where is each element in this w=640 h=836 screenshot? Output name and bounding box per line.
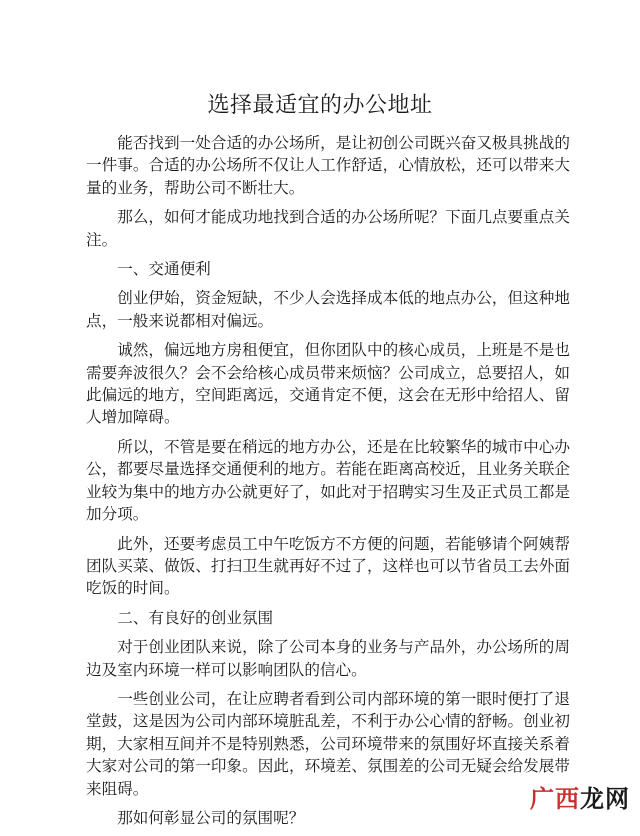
paragraph: 对于创业团队来说，除了公司本身的业务与产品外，办公场所的周边及室内环境一样可以影响团队的信心。	[86, 638, 570, 679]
paragraph: 能否找到一处合适的办公场所，是让初创公司既兴奋又极具挑战的一件事。合适的办公场所不仅让人工作舒适，心情放松，还可以带来大量的业务，帮助公司不断壮大。	[86, 134, 570, 197]
section-heading: 一、交通便利	[117, 260, 211, 279]
paragraph: 诚然，偏远地方房租便宜，但你团队中的核心成员，上班是不是也需要奔波很久？会不会给核心成员带来烦恼？公司成立，总要招人，如此偏远的地方，空间距离远，交通肯定不便，这会在无形中给招人、留人增加障碍。	[86, 341, 570, 427]
watermark-part-1: 广西	[530, 785, 580, 813]
paragraph: 所以，不管是要在稍远的地方办公，还是在比较繁华的城市中心办公，都要尽量选择交通便利的地方。若能在距离高校近，且业务关联企业较为集中的地方办公就更好了，如此对于招聘实习生及正式员工都是加分项。	[86, 437, 570, 524]
document-body	[86, 132, 570, 836]
watermark-part-2: 龙网	[580, 785, 630, 813]
paragraph: 那如何彰显公司的氛围呢？	[117, 808, 305, 827]
site-watermark	[530, 779, 630, 814]
paragraph: 那么，如何才能成功地找到合适的办公场所呢？下面几点要重点关注。	[86, 208, 570, 249]
paragraph: 一些创业公司，在让应聘者看到公司内部环境的第一眼时便打了退堂鼓，这是因为公司内部环境脏乱差，不利于办公心情的舒畅。创业初期，大家相互间并不是特别熟悉，公司环境带来的氛围好坏直接关系着大家对公司的第一印象。因此，环境差、氛围差的公司无疑会给发展带来阻碍。	[86, 689, 570, 798]
paragraph: 创业伊始，资金短缺，不少人会选择成本低的地点办公，但这种地点，一般来说都相对偏远。	[86, 289, 570, 330]
section-heading: 二、有良好的创业氛围	[117, 608, 274, 627]
paragraph: 此外，还要考虑员工中午吃饭方不方便的问题，若能够请个阿姨帮团队买菜、做饭、打扫卫生就再好不过了，这样也可以节省员工去外面吃饭的时间。	[86, 534, 570, 598]
document-title: 选择最适宜的办公地址	[207, 93, 433, 118]
